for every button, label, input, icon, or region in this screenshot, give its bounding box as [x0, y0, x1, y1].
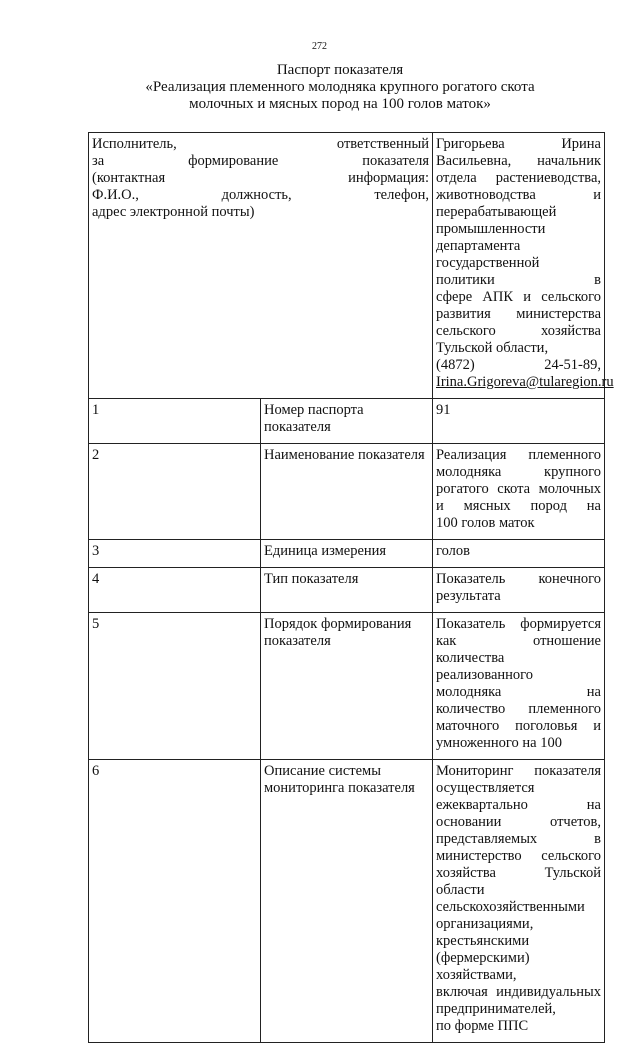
row-value-line: количество племенного маточного поголовья и	[436, 701, 601, 734]
row-value-line: 100 голов маток	[436, 515, 535, 531]
row-label	[261, 613, 433, 760]
row-label-line: показателя	[264, 633, 331, 649]
email-link[interactable]: Irina.Grigoreva@tularegion.ru	[436, 374, 614, 390]
row-number: 4	[89, 568, 261, 613]
row-value-line: представляемых в министерство сельского	[436, 831, 601, 864]
row-value-line: количества реализованного молодняка на	[436, 650, 601, 700]
document-title	[80, 62, 600, 113]
responsible-value-line: Григорьева Ирина Васильевна, начальник	[436, 136, 601, 169]
page-number: 272	[312, 41, 327, 52]
row-value-line: 91	[436, 402, 451, 418]
row-number: 6	[89, 760, 261, 1043]
responsible-label-line: Исполнитель, ответственный	[92, 136, 429, 152]
row-value-line: голов	[436, 543, 470, 559]
row-value-line: рогатого скота молочных и мясных пород на	[436, 481, 601, 514]
row-value	[433, 399, 605, 444]
title-line-3: молочных и мясных пород на 100 голов маток»	[189, 96, 491, 112]
row-number: 2	[89, 444, 261, 540]
responsible-value-line: сфере АПК и сельского развития министерства	[436, 289, 601, 322]
table-row	[89, 399, 605, 444]
row-label-line: Номер паспорта	[264, 402, 364, 418]
row-number: 5	[89, 613, 261, 760]
row-label	[261, 540, 433, 568]
responsible-label-line: за формирование показателя	[92, 153, 429, 169]
row-value	[433, 568, 605, 613]
responsible-value-line: перерабатывающей промышленности	[436, 204, 557, 237]
table-row-responsible	[89, 133, 605, 399]
row-value	[433, 760, 605, 1043]
row-value-line: крестьянскими (фермерскими) хозяйствами,	[436, 933, 530, 983]
row-number: 1	[89, 399, 261, 444]
row-value-line: включая индивидуальных предпринимателей,	[436, 984, 601, 1017]
row-value	[433, 540, 605, 568]
row-label-line: мониторинга показателя	[264, 780, 415, 796]
responsible-value-line: отдела растениеводства, животноводства и	[436, 170, 601, 203]
responsible-label-line: (контактная информация:	[92, 170, 429, 186]
row-label-line: Наименование показателя	[264, 447, 425, 463]
row-value-line: хозяйства Тульской области	[436, 865, 601, 898]
responsible-value-line: департамента государственной политики в	[436, 238, 601, 288]
row-number: 3	[89, 540, 261, 568]
row-label-line: Единица измерения	[264, 543, 387, 559]
responsible-label-line: адрес электронной почты)	[92, 204, 255, 220]
responsible-label-cell	[89, 133, 433, 399]
row-value	[433, 444, 605, 540]
row-label	[261, 568, 433, 613]
row-label-line: Тип показателя	[264, 571, 359, 587]
row-value-line: сельскохозяйственными организациями,	[436, 899, 585, 932]
title-line-1: Паспорт показателя	[276, 62, 404, 78]
row-label	[261, 399, 433, 444]
phone-text: (4872) 24-51-89,	[436, 357, 601, 373]
row-value-line: Показатель конечного результата	[436, 571, 601, 604]
row-value-line: Показатель формируется как отношение	[436, 616, 601, 649]
contact-line	[436, 357, 614, 391]
row-value-line: Мониторинг показателя осуществляется	[436, 763, 601, 796]
row-value-line: ежеквартально на основании отчетов,	[436, 797, 601, 830]
responsible-value-cell	[433, 133, 614, 399]
row-label-line: Порядок формирования	[264, 616, 412, 632]
title-line-2: «Реализация племенного молодняка крупного рогатого скота	[145, 79, 535, 95]
table-row	[89, 568, 605, 613]
responsible-label-line: Ф.И.О., должность, телефон,	[92, 187, 429, 203]
table-row	[89, 444, 605, 540]
row-value-line: Реализация племенного молодняка крупного	[436, 447, 601, 480]
row-label-line: показателя	[264, 419, 331, 435]
table-row	[89, 613, 605, 760]
row-value	[433, 613, 605, 760]
table-row	[89, 760, 605, 1043]
row-label-line: Описание системы	[264, 763, 381, 779]
row-value-line: умноженного на 100	[436, 735, 562, 751]
responsible-value-line: сельского хозяйства Тульской области,	[436, 323, 601, 356]
row-label	[261, 444, 433, 540]
row-value-line: по форме ППС	[436, 1018, 529, 1034]
indicator-passport-table	[88, 132, 614, 1043]
table-row	[89, 540, 605, 568]
row-label	[261, 760, 433, 1043]
